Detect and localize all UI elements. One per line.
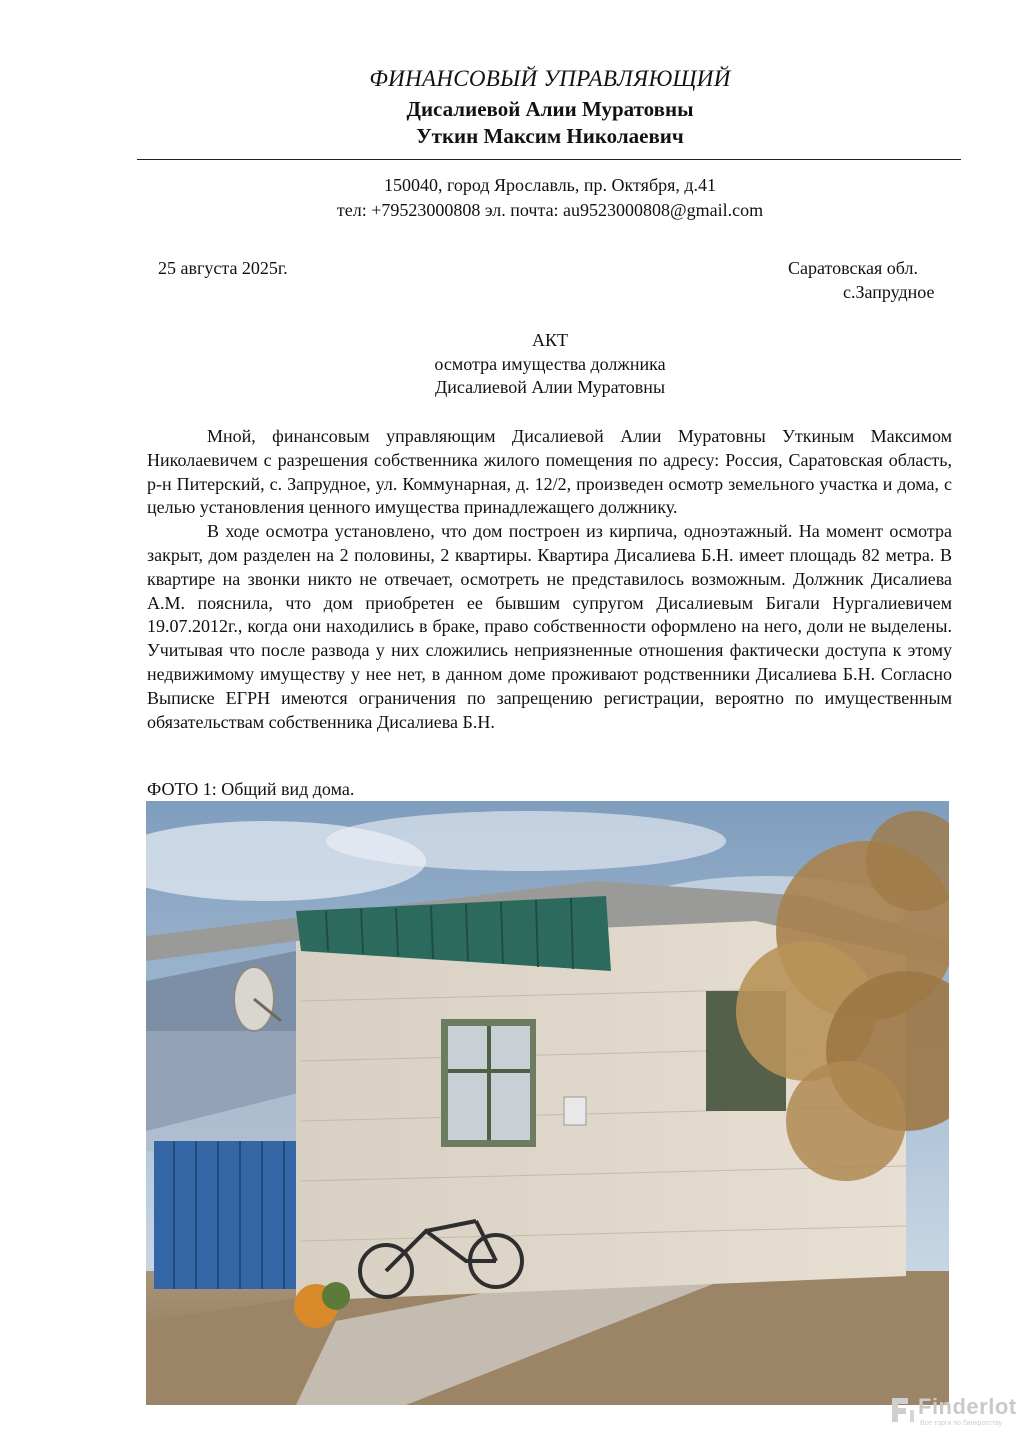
act-subtitle: осмотра имущества должника xyxy=(434,354,666,374)
header-divider xyxy=(137,159,961,160)
finderlot-watermark xyxy=(884,1392,1017,1438)
place-village: с.Запрудное xyxy=(843,282,935,302)
body-paragraph-1: Мной, финансовым управляющим Дисалиевой Алии Муратовны Уткиным Максимом Николаевичем с разрешения собственника жилого помещения по адресу: Россия, Саратовская область, р-н Питерский, с. Запрудное, ул. Коммунарная, д. 12/2, произведен осмотр земельного участка и дома, с целью установления ценного имущества принадлежащего должнику. xyxy=(147,426,952,518)
manager-contacts: тел: +79523000808 эл. почта: au9523000808@gmail.com xyxy=(336,200,764,220)
place-region: Саратовская обл. xyxy=(788,258,918,278)
document-date: 25 августа 2025г. xyxy=(158,258,288,278)
watermark-brand: Finderlot xyxy=(918,1394,1017,1419)
house-photo xyxy=(146,801,949,1405)
document-header-title: ФИНАНСОВЫЙ УПРАВЛЯЮЩИЙ xyxy=(369,66,731,91)
body-paragraph-2: В ходе осмотра установлено, что дом построен из кирпича, одноэтажный. На момент осмотра закрыт, дом разделен на 2 половины, 2 квартиры. Квартира Дисалиева Б.Н. имеет площадь 82 метра. В квартире на звонки никто не отвечает, осмотреть не представилось возможным. Должник Дисалиева А.М. пояснила, что дом приобретен ее бывшим супругом Дисалиевым Бигали Нургалиевичем 19.07.2012г., когда они находились в браке, право собственности оформлено на него, доли не выделены. Учитывая что после развода у них сложились неприязненные отношения фактически доступа к этому недвижимому имуществу у нее нет, в данном доме проживают родственники Дисалиева Б.Н. Согласно Выписке ЕГРН имеются ограничения по запрещению регистрации, вероятно по имущественным обязательствам собственника Дисалиева Б.Н. xyxy=(147,521,952,732)
watermark-tagline: Все торги по банкротству xyxy=(920,1420,1003,1427)
manager-address: 150040, город Ярославль, пр. Октября, д.41 xyxy=(383,175,717,195)
debtor-name-header: Дисалиевой Алии Муратовны xyxy=(406,97,694,121)
manager-name-header: Уткин Максим Николаевич xyxy=(416,124,684,148)
act-heading: АКТ xyxy=(532,330,568,350)
act-debtor-name: Дисалиевой Алии Муратовны xyxy=(434,377,666,397)
act-body xyxy=(147,425,952,734)
photo-caption: ФОТО 1: Общий вид дома. xyxy=(147,779,355,799)
finderlot-logo-icon xyxy=(886,1394,916,1424)
